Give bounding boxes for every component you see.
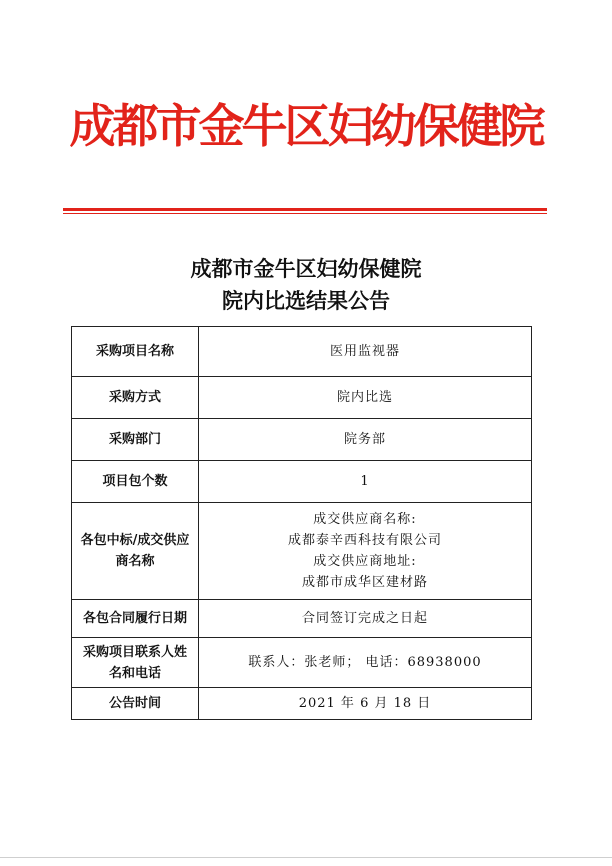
letterhead-title: 成都市金牛区妇幼保健院 [69,99,543,153]
row-value: 医用监视器 [199,327,532,377]
row-label: 采购项目名称 [72,327,199,377]
supplier-address-label: 成交供应商地址: [313,554,417,569]
announcement-date: 2021 年 6 月 18 日 [199,688,532,720]
row-value: 院务部 [199,419,532,461]
letterhead-rule-thick [63,208,547,211]
row-label-line: 各包中标/成交供应 [80,533,190,548]
table-row [72,638,532,688]
row-label: 各包合同履行日期 [72,600,199,638]
contact-info: 联系人：张老师； 电话：68938000 [199,638,532,688]
table-row [72,461,532,503]
page-bottom-divider [0,857,612,858]
row-label: 项目包个数 [72,461,199,503]
row-label: 采购方式 [72,377,199,419]
table-row [72,419,532,461]
letterhead-rule-thin [63,213,547,214]
row-label [72,503,199,600]
supplier-info [199,503,532,600]
row-label: 采购部门 [72,419,199,461]
table-row [72,327,532,377]
row-value: 1 [199,461,532,503]
notice-title [0,253,612,317]
notice-title-line2: 院内比选结果公告 [222,288,390,313]
table-row [72,503,532,600]
notice-title-line1: 成都市金牛区妇幼保健院 [190,256,422,281]
row-label: 公告时间 [72,688,199,720]
row-label-line: 商名称 [115,554,155,569]
row-label-line: 采购项目联系人姓 [82,644,187,660]
table-row [72,688,532,720]
row-value: 合同签订完成之日起 [199,600,532,638]
table-row [72,600,532,638]
supplier-address: 成都市成华区建材路 [301,575,428,590]
row-value: 院内比选 [199,377,532,419]
result-table [71,326,532,720]
supplier-name-label: 成交供应商名称: [313,512,417,527]
supplier-name: 成都泰辛西科技有限公司 [287,533,442,548]
table-row [72,377,532,419]
row-label-line: 名和电话 [108,665,161,681]
row-label [72,638,199,688]
